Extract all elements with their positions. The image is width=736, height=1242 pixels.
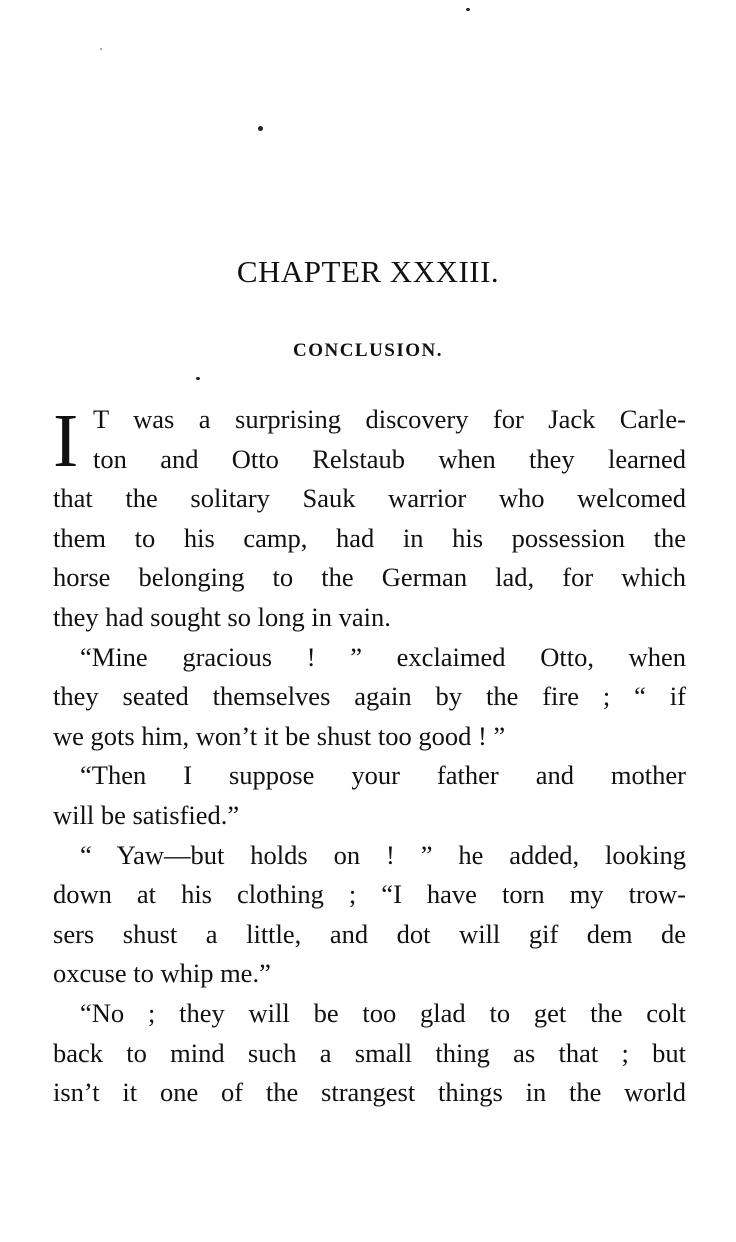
- text-line: they seated themselves again by the fire ; “ if: [53, 681, 686, 712]
- text-line: “Mine gracious ! ” exclaimed Otto, when: [80, 641, 686, 672]
- text-line: ton and Otto Relstaub when they learned: [93, 443, 686, 474]
- drop-cap-paragraph: [53, 399, 686, 483]
- ink-speck: [466, 8, 470, 11]
- chapter-title: CHAPTER XXXIII.: [236, 254, 500, 289]
- text-line: they had sought so long in vain.: [53, 601, 391, 632]
- chapter-subtitle: CONCLUSION.: [292, 340, 444, 361]
- text-line: oxcuse to whip me.”: [53, 958, 271, 989]
- ink-speck: [258, 126, 263, 131]
- ink-speck: [196, 377, 200, 380]
- text-line: “No ; they will be too glad to get the colt: [80, 997, 686, 1028]
- text-line: sers shust a little, and dot will gif dem de: [53, 918, 686, 949]
- text-line: horse belonging to the German lad, for which: [53, 562, 686, 593]
- text-line: down at his clothing ; “I have torn my trow-: [53, 879, 686, 910]
- drop-cap: I: [53, 399, 79, 483]
- text-line: we gots him, won’t it be shust too good ! ”: [53, 720, 506, 751]
- text-line: T was a surprising discovery for Jack Carle-: [93, 404, 686, 434]
- ink-speck: [100, 48, 102, 50]
- text-line: “ Yaw—but holds on ! ” he added, looking: [80, 839, 686, 870]
- text-line: back to mind such a small thing as that ; but: [53, 1037, 686, 1068]
- text-line: them to his camp, had in his possession the: [53, 522, 686, 553]
- text-line: “Then I suppose your father and mother: [80, 760, 686, 791]
- text-line: isn’t it one of the strangest things in the world: [53, 1077, 686, 1108]
- text-line: will be satisfied.”: [53, 799, 240, 830]
- text-line: that the solitary Sauk warrior who welcomed: [53, 483, 686, 514]
- chapter-body: [53, 400, 686, 1113]
